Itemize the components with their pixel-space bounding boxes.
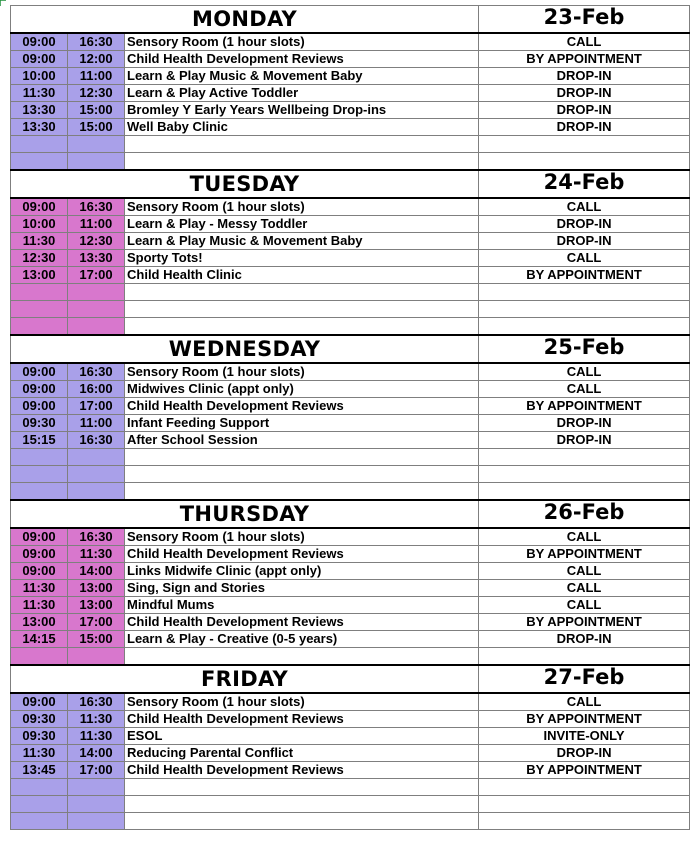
schedule-row (11, 119, 690, 136)
activity-name: Mindful Mums (125, 597, 479, 614)
schedule-row (11, 381, 690, 398)
activity-name: Child Health Development Reviews (125, 711, 479, 728)
empty-row (11, 813, 690, 830)
booking-type: BY APPOINTMENT (479, 711, 690, 728)
empty-activity-cell (125, 284, 479, 301)
empty-end-cell (68, 466, 125, 483)
activity-name: Child Health Clinic (125, 267, 479, 284)
start-time: 09:00 (11, 51, 68, 68)
end-time: 14:00 (68, 563, 125, 580)
end-time: 11:00 (68, 68, 125, 85)
day-date: 27-Feb (479, 665, 690, 693)
activity-name: Sensory Room (1 hour slots) (125, 198, 479, 216)
start-time: 09:30 (11, 728, 68, 745)
schedule-row (11, 267, 690, 284)
activity-name: Links Midwife Clinic (appt only) (125, 563, 479, 580)
empty-end-cell (68, 483, 125, 501)
booking-type: CALL (479, 597, 690, 614)
schedule-row (11, 415, 690, 432)
empty-end-cell (68, 153, 125, 171)
empty-start-cell (11, 136, 68, 153)
empty-type-cell (479, 284, 690, 301)
empty-start-cell (11, 449, 68, 466)
end-time: 12:00 (68, 51, 125, 68)
empty-type-cell (479, 153, 690, 171)
booking-type: CALL (479, 563, 690, 580)
booking-type: DROP-IN (479, 85, 690, 102)
booking-type: DROP-IN (479, 432, 690, 449)
booking-type: BY APPOINTMENT (479, 398, 690, 415)
end-time: 16:30 (68, 432, 125, 449)
empty-type-cell (479, 648, 690, 666)
booking-type: CALL (479, 250, 690, 267)
schedule-row (11, 762, 690, 779)
empty-activity-cell (125, 449, 479, 466)
start-time: 15:15 (11, 432, 68, 449)
empty-start-cell (11, 796, 68, 813)
booking-type: CALL (479, 198, 690, 216)
start-time: 13:00 (11, 614, 68, 631)
end-time: 16:00 (68, 381, 125, 398)
end-time: 15:00 (68, 119, 125, 136)
day-header-monday (11, 6, 690, 34)
booking-type: CALL (479, 381, 690, 398)
day-header-friday (11, 665, 690, 693)
empty-end-cell (68, 136, 125, 153)
empty-end-cell (68, 648, 125, 666)
empty-activity-cell (125, 813, 479, 830)
schedule-row (11, 51, 690, 68)
end-time: 13:00 (68, 580, 125, 597)
booking-type: DROP-IN (479, 745, 690, 762)
timetable-grid (10, 5, 690, 830)
booking-type: BY APPOINTMENT (479, 267, 690, 284)
schedule-row (11, 398, 690, 415)
empty-type-cell (479, 301, 690, 318)
activity-name: Bromley Y Early Years Wellbeing Drop-ins (125, 102, 479, 119)
start-time: 13:00 (11, 267, 68, 284)
empty-activity-cell (125, 301, 479, 318)
activity-name: Sensory Room (1 hour slots) (125, 528, 479, 546)
activity-name: Child Health Development Reviews (125, 762, 479, 779)
empty-end-cell (68, 779, 125, 796)
empty-activity-cell (125, 779, 479, 796)
empty-end-cell (68, 301, 125, 318)
empty-row (11, 318, 690, 336)
activity-name: Infant Feeding Support (125, 415, 479, 432)
day-name: TUESDAY (11, 170, 479, 198)
end-time: 17:00 (68, 267, 125, 284)
day-name: WEDNESDAY (11, 335, 479, 363)
empty-start-cell (11, 483, 68, 501)
day-date: 24-Feb (479, 170, 690, 198)
empty-type-cell (479, 813, 690, 830)
start-time: 11:30 (11, 580, 68, 597)
start-time: 10:00 (11, 68, 68, 85)
activity-name: Sensory Room (1 hour slots) (125, 33, 479, 51)
schedule-row (11, 102, 690, 119)
schedule-row (11, 693, 690, 711)
start-time: 09:00 (11, 528, 68, 546)
booking-type: CALL (479, 693, 690, 711)
activity-name: Child Health Development Reviews (125, 546, 479, 563)
start-time: 09:00 (11, 198, 68, 216)
activity-name: Child Health Development Reviews (125, 398, 479, 415)
end-time: 11:30 (68, 728, 125, 745)
end-time: 16:30 (68, 363, 125, 381)
schedule-row (11, 33, 690, 51)
activity-name: Reducing Parental Conflict (125, 745, 479, 762)
empty-start-cell (11, 318, 68, 336)
empty-start-cell (11, 779, 68, 796)
schedule-row (11, 711, 690, 728)
booking-type: DROP-IN (479, 415, 690, 432)
booking-type: DROP-IN (479, 102, 690, 119)
end-time: 16:30 (68, 528, 125, 546)
activity-name: Child Health Development Reviews (125, 614, 479, 631)
day-header-wednesday (11, 335, 690, 363)
empty-row (11, 796, 690, 813)
empty-type-cell (479, 449, 690, 466)
end-time: 15:00 (68, 631, 125, 648)
booking-type: CALL (479, 528, 690, 546)
start-time: 11:30 (11, 85, 68, 102)
empty-end-cell (68, 796, 125, 813)
empty-row (11, 466, 690, 483)
empty-row (11, 648, 690, 666)
activity-name: Sensory Room (1 hour slots) (125, 693, 479, 711)
booking-type: BY APPOINTMENT (479, 614, 690, 631)
activity-name: Well Baby Clinic (125, 119, 479, 136)
activity-name: Learn & Play Active Toddler (125, 85, 479, 102)
activity-name: ESOL (125, 728, 479, 745)
start-time: 13:30 (11, 102, 68, 119)
activity-name: After School Session (125, 432, 479, 449)
schedule-row (11, 198, 690, 216)
booking-type: CALL (479, 33, 690, 51)
empty-type-cell (479, 318, 690, 336)
empty-row (11, 153, 690, 171)
schedule-row (11, 363, 690, 381)
start-time: 09:30 (11, 415, 68, 432)
empty-row (11, 284, 690, 301)
empty-activity-cell (125, 466, 479, 483)
empty-end-cell (68, 284, 125, 301)
booking-type: DROP-IN (479, 119, 690, 136)
end-time: 11:00 (68, 415, 125, 432)
schedule-row (11, 528, 690, 546)
schedule-row (11, 563, 690, 580)
empty-type-cell (479, 136, 690, 153)
schedule-row (11, 597, 690, 614)
empty-activity-cell (125, 648, 479, 666)
empty-type-cell (479, 779, 690, 796)
schedule-row (11, 216, 690, 233)
empty-activity-cell (125, 483, 479, 501)
start-time: 09:00 (11, 546, 68, 563)
activity-name: Learn & Play Music & Movement Baby (125, 233, 479, 250)
end-time: 17:00 (68, 762, 125, 779)
activity-name: Sensory Room (1 hour slots) (125, 363, 479, 381)
booking-type: CALL (479, 580, 690, 597)
day-date: 23-Feb (479, 6, 690, 34)
cell-corner-marker-icon (0, 0, 6, 6)
day-date: 25-Feb (479, 335, 690, 363)
booking-type: DROP-IN (479, 233, 690, 250)
end-time: 16:30 (68, 198, 125, 216)
empty-activity-cell (125, 136, 479, 153)
schedule-row (11, 85, 690, 102)
day-name: THURSDAY (11, 500, 479, 528)
empty-type-cell (479, 796, 690, 813)
empty-start-cell (11, 301, 68, 318)
activity-name: Sing, Sign and Stories (125, 580, 479, 597)
empty-type-cell (479, 483, 690, 501)
schedule-row (11, 728, 690, 745)
end-time: 11:00 (68, 216, 125, 233)
empty-row (11, 136, 690, 153)
schedule-row (11, 631, 690, 648)
start-time: 09:00 (11, 398, 68, 415)
start-time: 11:30 (11, 745, 68, 762)
start-time: 11:30 (11, 597, 68, 614)
empty-type-cell (479, 466, 690, 483)
end-time: 16:30 (68, 33, 125, 51)
end-time: 13:00 (68, 597, 125, 614)
schedule-row (11, 614, 690, 631)
schedule-row (11, 580, 690, 597)
activity-name: Learn & Play - Creative (0-5 years) (125, 631, 479, 648)
end-time: 11:30 (68, 711, 125, 728)
start-time: 09:00 (11, 33, 68, 51)
empty-activity-cell (125, 318, 479, 336)
end-time: 12:30 (68, 233, 125, 250)
day-header-tuesday (11, 170, 690, 198)
schedule-row (11, 233, 690, 250)
start-time: 09:00 (11, 381, 68, 398)
empty-row (11, 449, 690, 466)
empty-end-cell (68, 813, 125, 830)
activity-name: Midwives Clinic (appt only) (125, 381, 479, 398)
start-time: 09:00 (11, 693, 68, 711)
day-name: FRIDAY (11, 665, 479, 693)
empty-start-cell (11, 813, 68, 830)
start-time: 09:00 (11, 363, 68, 381)
booking-type: DROP-IN (479, 68, 690, 85)
start-time: 09:00 (11, 563, 68, 580)
booking-type: BY APPOINTMENT (479, 546, 690, 563)
booking-type: CALL (479, 363, 690, 381)
activity-name: Child Health Development Reviews (125, 51, 479, 68)
booking-type: BY APPOINTMENT (479, 762, 690, 779)
schedule-row (11, 745, 690, 762)
end-time: 15:00 (68, 102, 125, 119)
start-time: 13:30 (11, 119, 68, 136)
start-time: 10:00 (11, 216, 68, 233)
empty-start-cell (11, 284, 68, 301)
start-time: 14:15 (11, 631, 68, 648)
day-date: 26-Feb (479, 500, 690, 528)
end-time: 16:30 (68, 693, 125, 711)
booking-type: INVITE-ONLY (479, 728, 690, 745)
empty-end-cell (68, 449, 125, 466)
end-time: 11:30 (68, 546, 125, 563)
end-time: 17:00 (68, 398, 125, 415)
day-header-thursday (11, 500, 690, 528)
empty-row (11, 483, 690, 501)
schedule-row (11, 546, 690, 563)
end-time: 12:30 (68, 85, 125, 102)
weekly-timetable (10, 5, 689, 830)
empty-activity-cell (125, 796, 479, 813)
day-name: MONDAY (11, 6, 479, 34)
start-time: 11:30 (11, 233, 68, 250)
activity-name: Learn & Play Music & Movement Baby (125, 68, 479, 85)
end-time: 14:00 (68, 745, 125, 762)
end-time: 17:00 (68, 614, 125, 631)
start-time: 12:30 (11, 250, 68, 267)
start-time: 13:45 (11, 762, 68, 779)
schedule-row (11, 68, 690, 85)
empty-start-cell (11, 466, 68, 483)
start-time: 09:30 (11, 711, 68, 728)
empty-start-cell (11, 153, 68, 171)
empty-activity-cell (125, 153, 479, 171)
empty-row (11, 779, 690, 796)
activity-name: Sporty Tots! (125, 250, 479, 267)
activity-name: Learn & Play - Messy Toddler (125, 216, 479, 233)
booking-type: DROP-IN (479, 631, 690, 648)
schedule-row (11, 432, 690, 449)
end-time: 13:30 (68, 250, 125, 267)
booking-type: DROP-IN (479, 216, 690, 233)
empty-end-cell (68, 318, 125, 336)
booking-type: BY APPOINTMENT (479, 51, 690, 68)
empty-start-cell (11, 648, 68, 666)
empty-row (11, 301, 690, 318)
schedule-row (11, 250, 690, 267)
